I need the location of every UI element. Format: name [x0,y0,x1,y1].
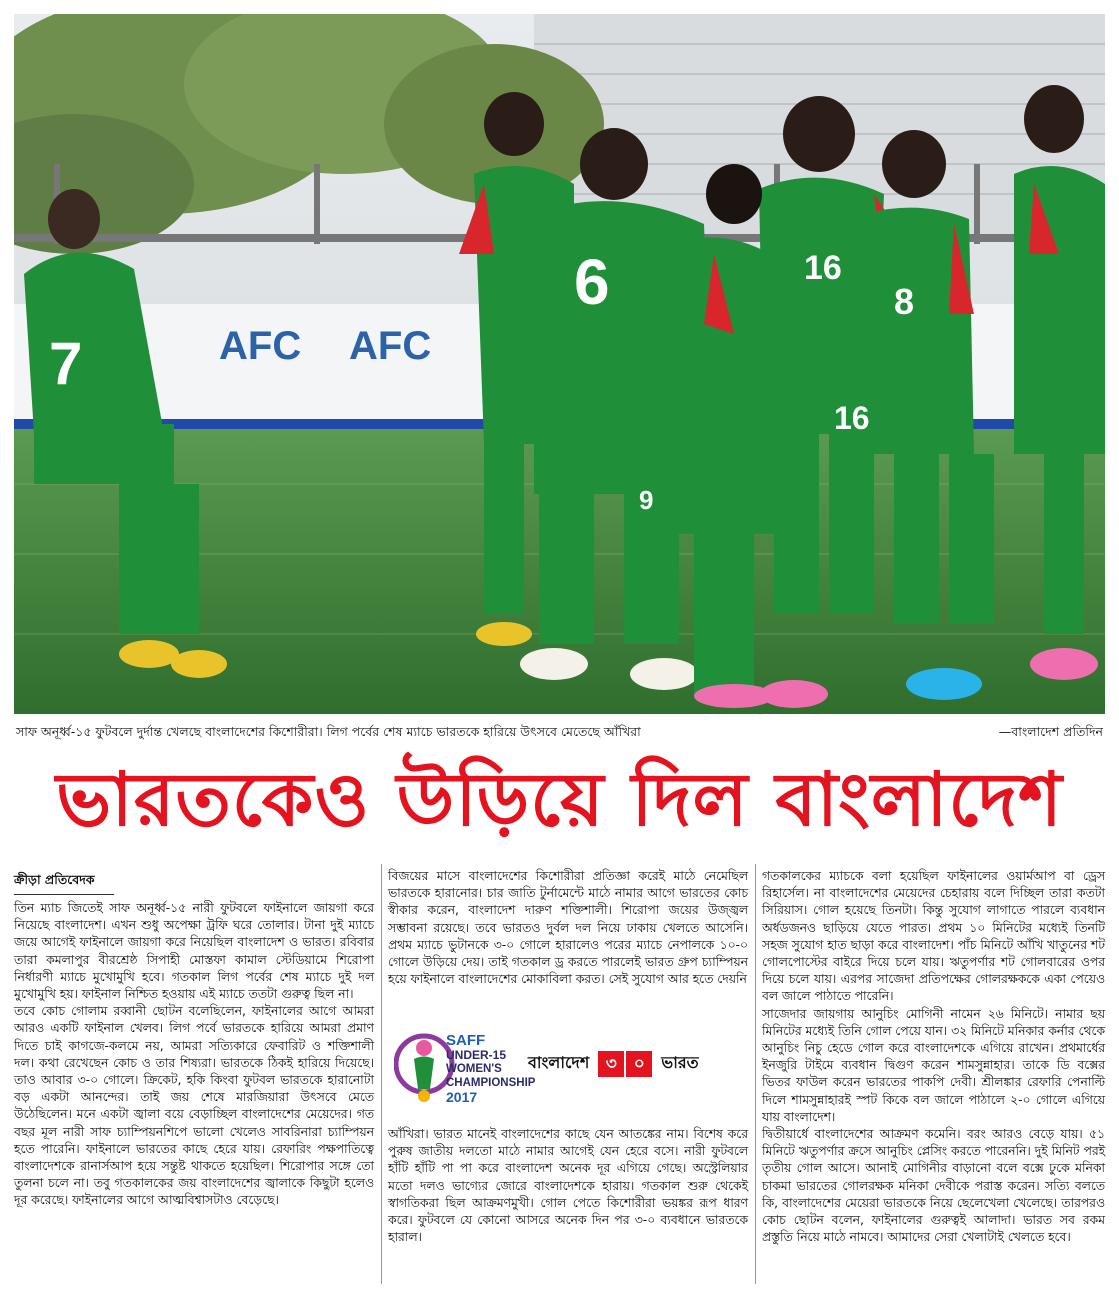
saff-logo-text [446,1034,535,1104]
paragraph: তবে কোচ গোলাম রব্বানী ছোটন বলেছিলেন, ফাইনালের আগে আমরা আরও একটি ফাইনাল খেলব। লিগ পর্বে ভারতকে হারিয়ে আমরা প্রমাণ দিতে চাই কাগজে-কলমে নয়, আমরা সত্যিকারে ফেবারিট ও শক্তিশালী দল। কথা রেখেছেন কোচ ও তার শিষ্যরা। ভারতকে ঠিকই হারিয়ে দিয়েছে। তাও আবার ৩-০ গোলে। ক্রিকেট, হকি কিংবা ফুটবল ভারতকে হারানোটা বড় একটা আনন্দের। তাই জয় শেষে মারজিয়ারা উৎসবে মেতে উঠেছিলেন। মনে একটা জ্বালা বয়ে বেড়াচ্ছিল বাংলাদেশের মেয়েদের। গত বছর মূল নারী সাফ চ্যাম্পিয়নশিপে ভালো খেলেও সাবরিনারা চ্যাম্পিয়ন হতে পারেনি। ফাইনালে ভারতের কাছে হেরে যায়। রেফারিং পক্ষপাতিত্বে বাংলাদেশকে রানার্সআপ হয়ে সন্তুষ্ট থাকতে হয়েছিল। শিরোপার সঙ্গে তো তুলনা চলে না। তবু গতকালকের জয় বাংলাদেশের জ্বালাকে কিছুটা হলেও দূর করেছে। ফাইনালের আগে আত্মবিশ্বাসটাও বেড়েছে। [14,1004,374,1208]
jersey-number: 9 [639,485,654,515]
photo-credit: —বাংলাদেশ প্রতিদিন [998,724,1103,739]
jersey-number: 7 [49,330,83,397]
ad-board-afc-2: AFC [349,324,432,368]
match-photo [14,14,1105,714]
jersey-number: 8 [894,281,915,322]
article-column-2-bottom [388,1126,748,1246]
home-team: বাংলাদেশ [528,1053,590,1072]
byline: ক্রীড়া প্রতিবেদক [14,872,95,887]
jersey-number: 16 [804,249,842,287]
ad-board-afc-1: AFC [219,324,302,368]
home-score: ৩ [598,1051,624,1077]
saff-logo-line: SAFF [446,1032,486,1049]
jersey-number: 16 [834,400,870,436]
column-divider [755,864,756,1284]
photo-caption: সাফ অনূর্ধ্ব-১৫ ফুটবলে দুর্দান্ত খেলছে বাংলাদেশের কিশোরীরা। লিগ পর্বের শেষ ম্যাচে ভারতকে হারিয়ে উৎসবে মেতেছে আঁখিরা [16,724,641,739]
headline: ভারতকেও উড়িয়ে দিল বাংলাদেশ [56,757,1063,843]
saff-logo-line: 2017 [446,1089,478,1105]
paragraph: আঁখিরা। ভারত মানেই বাংলাদেশের কাছে যেন আতঙ্কের নাম। বিশেষ করে পুরুষ জাতীয় দলতো মাঠে নামার আগেই যেন হেরে বসে। নারী ফুটবলে হাঁটি হাঁটি পা পা করে বাংলাদেশ অনেক দূর এগিয়ে গেছে। অস্ট্রেলিয়ার মতো দলও ভাগ্যের জোরে বাংলাদেশকে হারায়। গতকাল শুরু থেকেই স্বাগতিকরা ছিল আক্রমণমুখী। গোল পেতে কিশোরীরা ভয়ঙ্কর রূপ ধারণ করে। ফুটবলে যে কোনো আসরে অনেক দিন পর ৩-০ ব্যবধানে ভারতকে হারাল। [388,1127,748,1245]
article-column-2-top [388,868,748,988]
saff-logo-line: UNDER-15 [446,1048,507,1062]
byline-rule [14,894,114,895]
column-divider [381,864,382,1284]
paragraph: গতকালকের ম্যাচকে বলা হয়েছিল ফাইনালের ওয়ার্মআপ বা ড্রেস রিহার্সেল। না বাংলাদেশের মেয়েদের চেহারায় বলে দিচ্ছিল তারা কতটা সিরিয়াস। গোল হয়েছে তিনটা। কিন্তু সুযোগ লাগাতে পারলে ব্যবধান অর্ধডজনও ছাড়িয়ে যেতে পারত। প্রথম ১০ মিনিটের মধ্যেই তিনটি সহজ সুযোগ হাত ছাড়া করে বাংলাদেশ। পাঁচ মিনিটে আঁখি খাতুনের শট গোলপোস্টের বাইরে দিয়ে চলে যায়। ঋতুপর্ণার শট গোলবারের ওপর দিয়ে চলে যায়। এরপর সাজেদা প্রতিপক্ষের গোলরক্ষককে একা পেয়েও বল জালে পাঠাতে পারেনি। [762,869,1105,1004]
paragraph: তিন ম্যাচ জিতেই সাফ অনূর্ধ্ব-১৫ নারী ফুটবলে ফাইনালে জায়গা করে নিয়েছে বাংলাদেশ। এখন শুধু অপেক্ষা ট্রফি ঘরে তোলার। টানা দুই ম্যাচে জয়ে আগেই ফাইনালে জায়গা করে নিয়েছিল বাংলাদেশ ও ভারত। রবিবার তারা কমলাপুর বীরশ্রেষ্ঠ সিপাহী মোস্তফা কামাল স্টেডিয়ামে শিরোপা নির্ধারণী ম্যাচে মুখোমুখি হবে। গতকাল লিগ পর্বের শেষ ম্যাচে দুই দল মুখোমুখি হয়। ফাইনাল নিশ্চিত হওয়ায় এই ম্যাচে ততটা গুরুত্ব ছিল না। [14,901,374,1002]
saff-logo-line: WOMEN'S [446,1063,502,1075]
away-team: ভারত [661,1053,699,1072]
article-column-1 [14,900,374,1210]
score-line [528,1050,699,1077]
article-column-3 [762,868,1105,1246]
paragraph: দ্বিতীয়ার্ধে বাংলাদেশের আক্রমণ কমেনি। বরং আরও বেড়ে যায়। ৫১ মিনিটে ঋতুপর্ণার ক্রসে আনুচিং প্লেসিং করতে পারেননি। দুই মিনিট পরই তৃতীয় গোল আসে। আনাই মোগিনীর বাড়ানো বলে বক্সে ঢুকে মনিকা চাকমা ভারতের গোলরক্ষক মনিকা দেবীকে পরাস্ত করেন। সত্যি বলতে কি, বাংলাদেশের মেয়েরা ভারতকে নিয়ে ছেলেখেলা খেলেছে। তারপরও কোচ ছোটন বলেন, ফাইনালের গুরুত্বই আলাদা। ভারত সব রকম প্রস্তুতি নিয়ে মাঠে নামবে। আমাদের সেরা খেলাটাই খেলতে হবে। [762,1127,1105,1245]
jersey-number: 6 [574,246,610,318]
away-score: ০ [626,1051,652,1077]
paragraph: সাজেদার জায়গায় আনুচিং মোগিনী নামেন ২৬ মিনিটে। নামার ছয় মিনিটের মধ্যেই তিনি গোল পেয়ে যান। ৩২ মিনিটে মনিকার কর্নার থেকে আনুচিং নিচু হেডে গোল করে বাংলাদেশকে এগিয়ে রাখেন। প্রথমার্ধের ইনজুরি টাইমে ব্যবধান দ্বিগুণ করেন শামসুন্নাহার। তাকে ডি বক্সের ভিতর ফাউল করেন ভারতের পাকপি দেবী। শ্রীলঙ্কার রেফারি পেনাল্টি দিলে শামসুন্নাহারই স্পট কিকে বল জালে পাঠালে ২-০ গোলে এগিয়ে যায় বাংলাদেশ। [762,1006,1105,1124]
score-box [388,1010,748,1118]
paragraph: বিজয়ের মাসে বাংলাদেশের কিশোরীরা প্রতিজ্ঞা করেই মাঠে নেমেছিল ভারতকে হারানোর। চার জাতি টুর্নামেন্টে মাঠে নামার আগে ভারতের কোচ স্বীকার করেন, বাংলাদেশ দারুণ শক্তিশালী। শিরোপা জয়ের উজ্জ্বল সম্ভাবনা রয়েছে। তবে ভারতও দুর্বল দল নিয়ে ঢাকায় খেলতে আসেনি। প্রথম ম্যাচে ভুটানকে ৩-০ গোলে হারালেও পরের ম্যাচে নেপালকে ১০-০ গোলে উড়িয়ে দেয়। তাই গতকাল ড্র করতে পারলেই ভারত গ্রুপ চ্যাম্পিয়ন হয়ে ফাইনালে বাংলাদেশের মোকাবিলা করত। সেই সুযোগ আর হতে দেয়নি [388,869,748,987]
saff-logo-line: CHAMPIONSHIP [446,1077,536,1089]
photo-caption-row [14,720,1105,744]
